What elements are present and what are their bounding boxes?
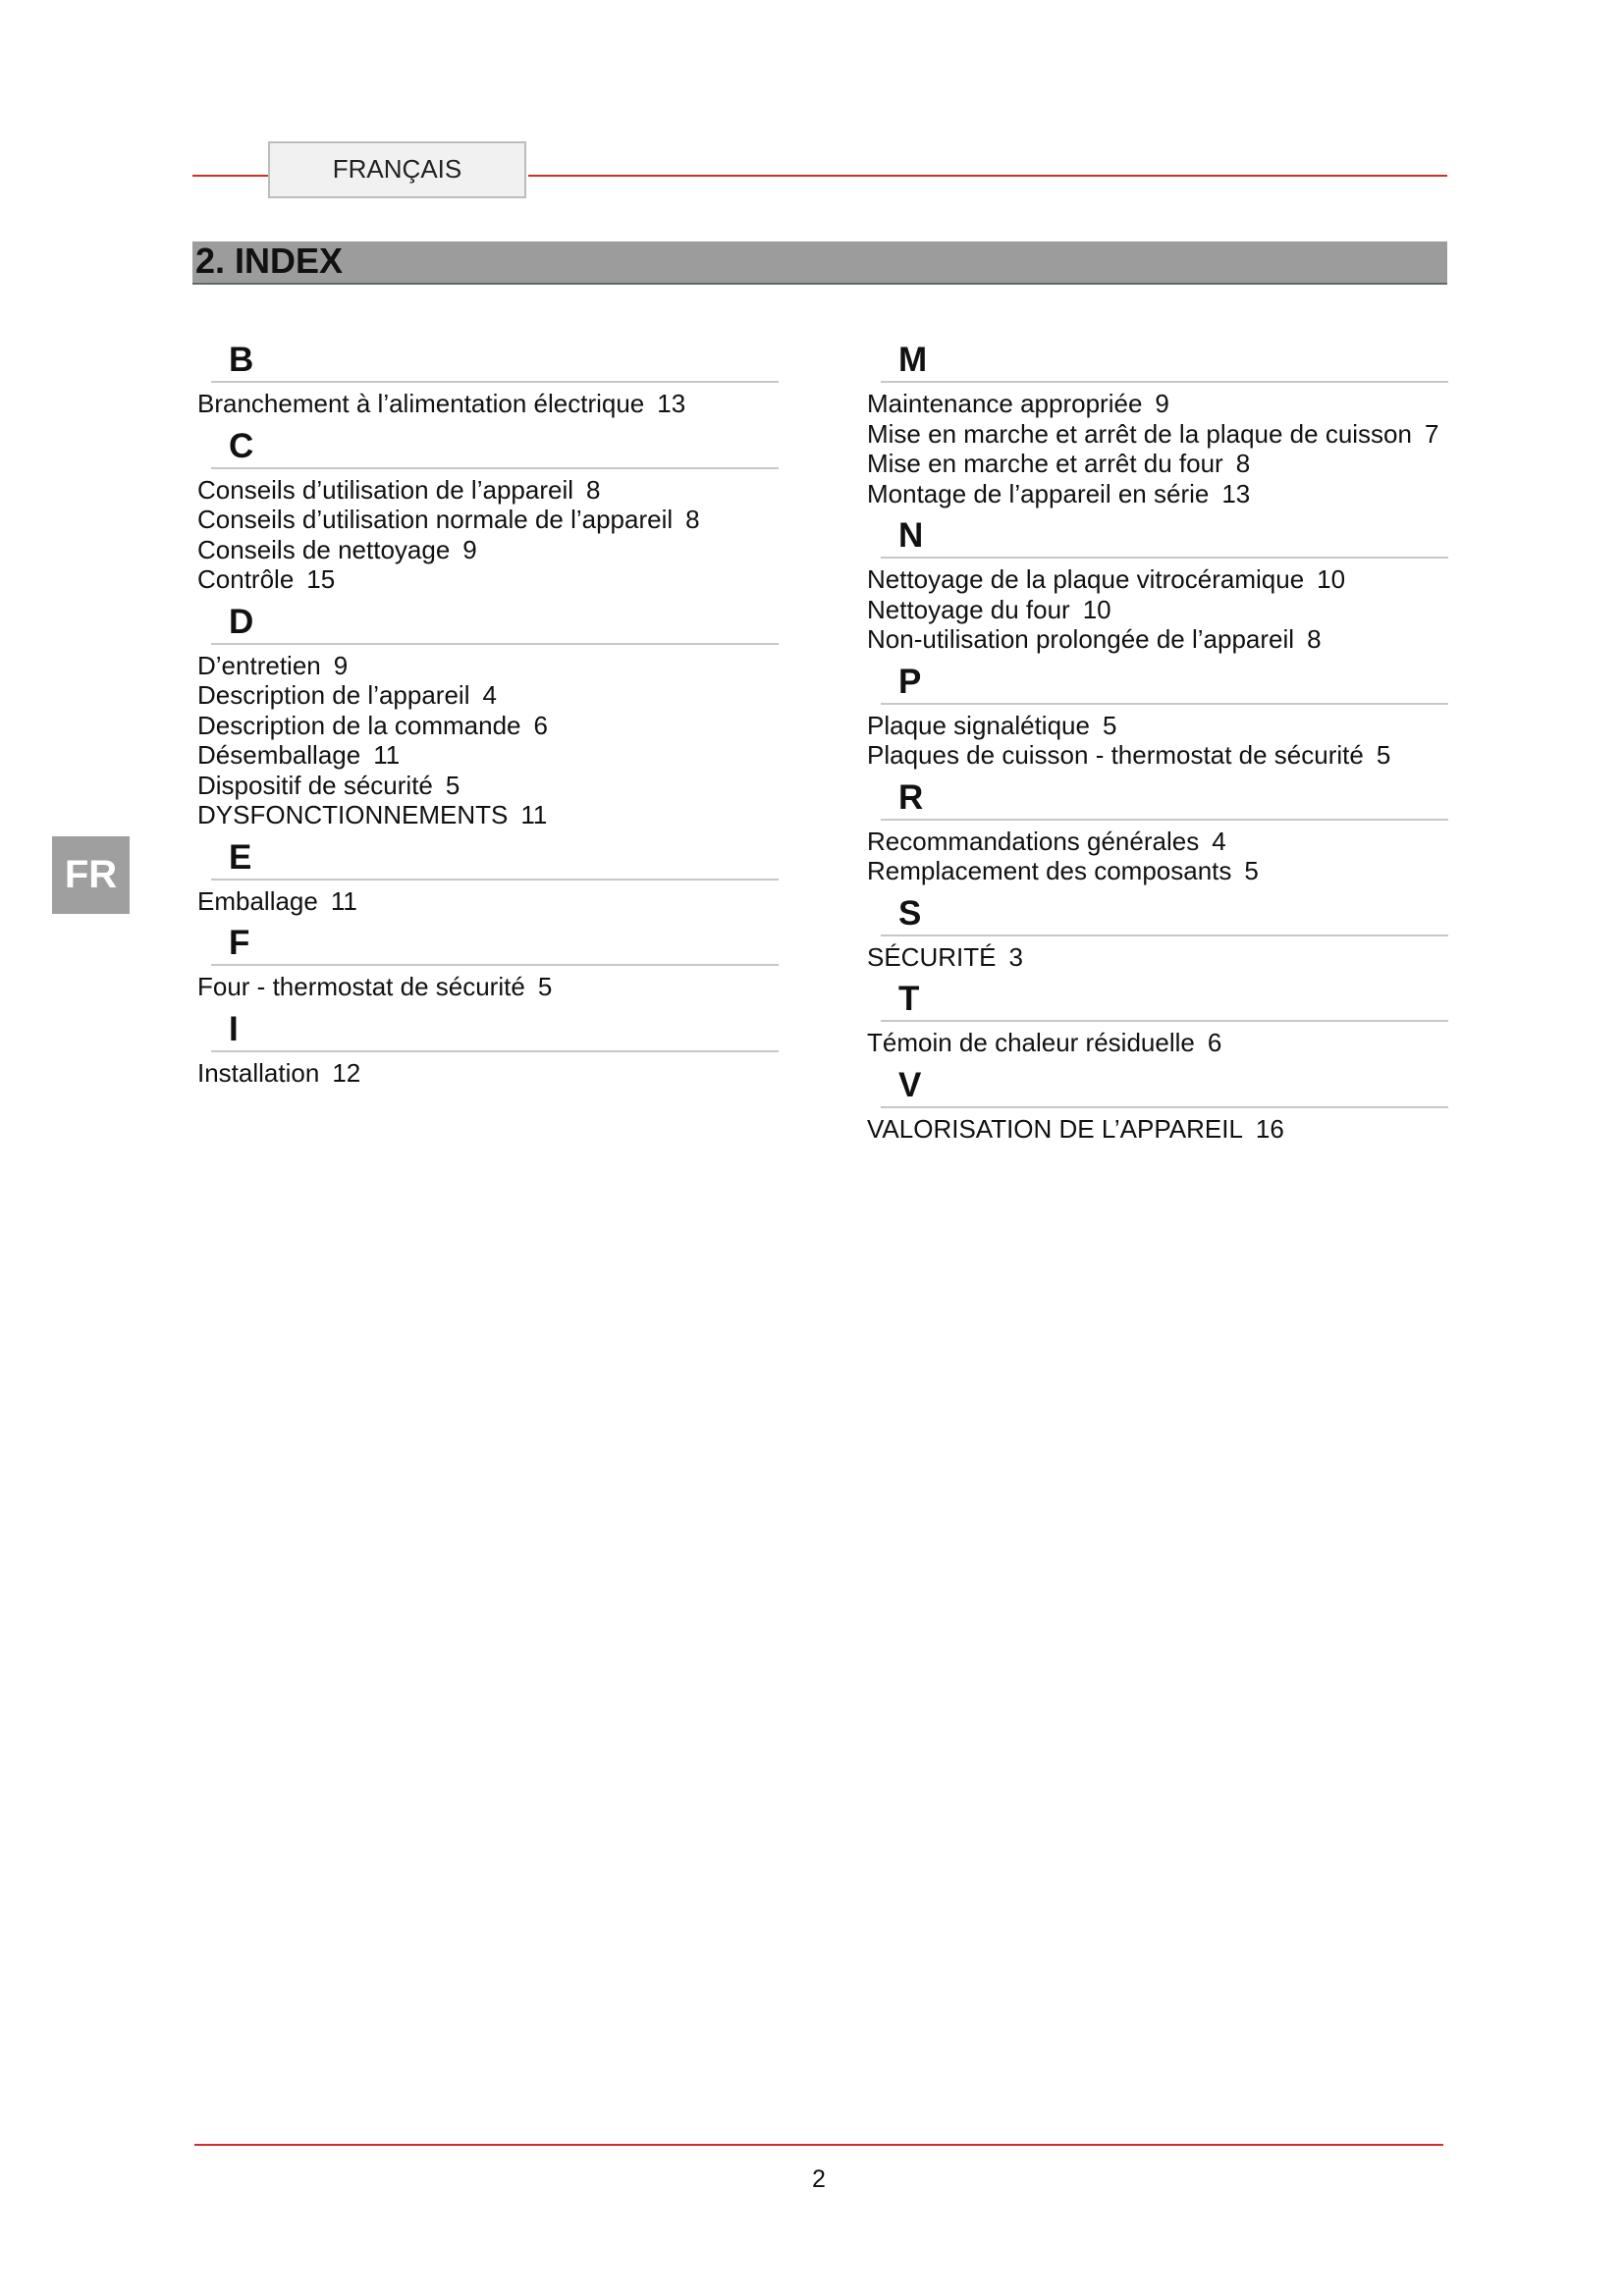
index-entry-list — [867, 559, 1448, 660]
index-entry-page-number: 10 — [1317, 564, 1346, 594]
language-side-tab: FR — [52, 836, 130, 914]
index-entry-text: Mise en marche et arrêt de la plaque de cuisson — [867, 418, 1412, 449]
index-entry-page-number: 13 — [1221, 478, 1251, 508]
index-entry-page-number: 15 — [306, 564, 336, 594]
index-entry-text: Four - thermostat de sécurité — [197, 972, 525, 1001]
index-entry-text: D’entretien — [197, 650, 321, 680]
index-entry — [867, 856, 1448, 886]
index-entry-page-number: 3 — [1008, 941, 1023, 972]
index-entry — [867, 449, 1448, 479]
page-title: 2. INDEX — [195, 240, 344, 281]
index-letter-heading: S — [881, 891, 1448, 936]
index-letter-heading: T — [881, 977, 1448, 1022]
index-entry-page-number: 9 — [1155, 389, 1169, 418]
index-letter-heading: D — [211, 600, 779, 645]
index-entry — [867, 419, 1448, 450]
index-entry-page-number: 5 — [1244, 856, 1259, 885]
index-section-v — [867, 1063, 1448, 1149]
index-entry-list — [867, 705, 1448, 775]
index-entry-page-number: 11 — [520, 800, 548, 829]
index-entry-list — [867, 936, 1448, 978]
index-entry-list — [197, 966, 779, 1007]
index-entry-page-number: 5 — [1102, 710, 1117, 740]
index-entry-text: Conseils d’utilisation normale de l’appareil — [197, 505, 674, 534]
index-entry-page-number: 8 — [586, 474, 601, 505]
index-section-p — [867, 660, 1448, 775]
index-entry-text: Conseils d’utilisation de l’appareil — [197, 474, 573, 505]
index-section-r — [867, 775, 1448, 891]
index-entry — [197, 680, 779, 711]
index-entry-page-number: 9 — [333, 650, 349, 680]
index-entry — [197, 740, 779, 771]
index-entry — [197, 389, 779, 419]
index-entry-text: Maintenance appropriée — [867, 389, 1143, 418]
index-entry-text: Dispositif de sécurité — [197, 770, 433, 800]
index-letter-heading: N — [881, 513, 1448, 559]
index-entry — [867, 740, 1448, 771]
header-rule-right — [528, 175, 1447, 177]
index-entry-page-number: 7 — [1424, 418, 1439, 449]
index-entry-list — [197, 383, 779, 424]
index-entry — [867, 1114, 1448, 1145]
index-entry-list — [197, 469, 779, 600]
index-entry — [197, 651, 779, 681]
index-entry — [867, 711, 1448, 741]
index-entry — [867, 1028, 1448, 1058]
index-entry — [197, 771, 779, 801]
index-entry — [867, 389, 1448, 419]
index-letter-heading: E — [211, 835, 779, 881]
index-entry — [197, 505, 779, 535]
index-entry-text: Emballage — [197, 885, 318, 916]
index-section-t — [867, 977, 1448, 1063]
index-section-s — [867, 891, 1448, 978]
index-entry-page-number: 11 — [330, 885, 357, 916]
index-entry — [197, 1058, 779, 1089]
index-entry-text: Contrôle — [197, 564, 295, 594]
index-entry — [867, 942, 1448, 973]
index-entry — [197, 972, 779, 1002]
right-index-column — [867, 338, 1448, 1148]
index-section-m — [867, 338, 1448, 513]
index-entry-page-number: 4 — [482, 680, 497, 710]
index-entry-text: DYSFONCTIONNEMENTS — [197, 800, 509, 829]
index-entry-page-number: 12 — [332, 1057, 361, 1088]
index-entry-text: Recommandations générales — [867, 826, 1200, 856]
footer-rule — [194, 2144, 1443, 2146]
index-letter-heading: M — [881, 338, 1448, 383]
index-entry-text: Nettoyage de la plaque vitrocéramique — [867, 564, 1305, 594]
page-number: 2 — [812, 2165, 826, 2193]
index-section-i — [197, 1007, 779, 1094]
index-entry-page-number: 5 — [445, 770, 460, 800]
index-entry — [197, 535, 779, 565]
index-entry-page-number: 5 — [1376, 740, 1391, 770]
index-entry-page-number: 10 — [1082, 594, 1111, 624]
index-section-c — [197, 424, 779, 600]
index-entry-text: Installation — [197, 1057, 320, 1088]
index-entry-text: Conseils de nettoyage — [197, 534, 451, 564]
index-section-d — [197, 600, 779, 835]
index-letter-heading: I — [211, 1007, 779, 1052]
index-entry-page-number: 6 — [533, 710, 548, 740]
index-entry-text: Description de la commande — [197, 710, 521, 740]
index-letter-heading: C — [211, 424, 779, 469]
index-entry — [867, 595, 1448, 625]
index-section-b — [197, 338, 779, 424]
index-letter-heading: F — [211, 921, 779, 966]
index-entry-text: Désemballage — [197, 740, 361, 770]
index-entry-page-number: 8 — [1235, 449, 1251, 478]
index-letter-heading: P — [881, 660, 1448, 705]
header-rule-left — [192, 175, 269, 177]
index-entry-text: Description de l’appareil — [197, 680, 470, 710]
left-index-column — [197, 338, 779, 1093]
index-entry-text: Remplacement des composants — [867, 856, 1232, 885]
index-entry-list — [867, 1022, 1448, 1063]
index-entry — [867, 624, 1448, 655]
index-entry-page-number: 5 — [537, 972, 553, 1001]
index-entry-page-number: 11 — [373, 740, 401, 770]
index-entry-text: SÉCURITÉ — [867, 941, 997, 972]
index-entry-page-number: 8 — [1307, 624, 1322, 654]
index-entry-list — [867, 383, 1448, 513]
index-section-f — [197, 921, 779, 1007]
index-entry-list — [197, 645, 779, 835]
index-entry — [867, 827, 1448, 857]
index-section-n — [867, 513, 1448, 660]
index-title-bar — [192, 241, 1447, 285]
index-entry-text: Témoin de chaleur résiduelle — [867, 1028, 1195, 1057]
index-letter-heading: R — [881, 775, 1448, 821]
index-entry-text: Plaques de cuisson - thermostat de sécurité — [867, 740, 1364, 770]
language-tab: FRANÇAIS — [268, 141, 526, 198]
index-letter-heading: B — [211, 338, 779, 383]
index-entry-page-number: 6 — [1207, 1028, 1222, 1057]
index-entry-text: Montage de l’appareil en série — [867, 478, 1210, 508]
index-entry — [197, 800, 779, 830]
index-entry — [197, 475, 779, 506]
index-section-e — [197, 835, 779, 922]
index-entry-page-number: 9 — [462, 534, 477, 564]
index-entry — [867, 479, 1448, 509]
index-entry-text: VALORISATION DE L’APPAREIL — [867, 1113, 1243, 1144]
index-entry — [197, 711, 779, 741]
index-entry-page-number: 13 — [657, 389, 686, 418]
index-entry-list — [197, 881, 779, 922]
index-entry-page-number: 4 — [1212, 826, 1226, 856]
index-entry-text: Branchement à l’alimentation électrique — [197, 389, 645, 418]
index-entry — [197, 564, 779, 595]
index-entry — [197, 886, 779, 917]
index-entry — [867, 564, 1448, 595]
index-entry-page-number: 16 — [1255, 1113, 1284, 1144]
index-entry-text: Mise en marche et arrêt du four — [867, 449, 1223, 478]
index-entry-list — [197, 1052, 779, 1094]
index-letter-heading: V — [881, 1063, 1448, 1108]
index-entry-page-number: 8 — [685, 505, 700, 534]
index-entry-text: Nettoyage du four — [867, 594, 1070, 624]
index-entry-text: Non-utilisation prolongée de l’appareil — [867, 624, 1295, 654]
index-entry-list — [867, 1108, 1448, 1149]
index-entry-text: Plaque signalétique — [867, 710, 1090, 740]
index-entry-list — [867, 821, 1448, 891]
